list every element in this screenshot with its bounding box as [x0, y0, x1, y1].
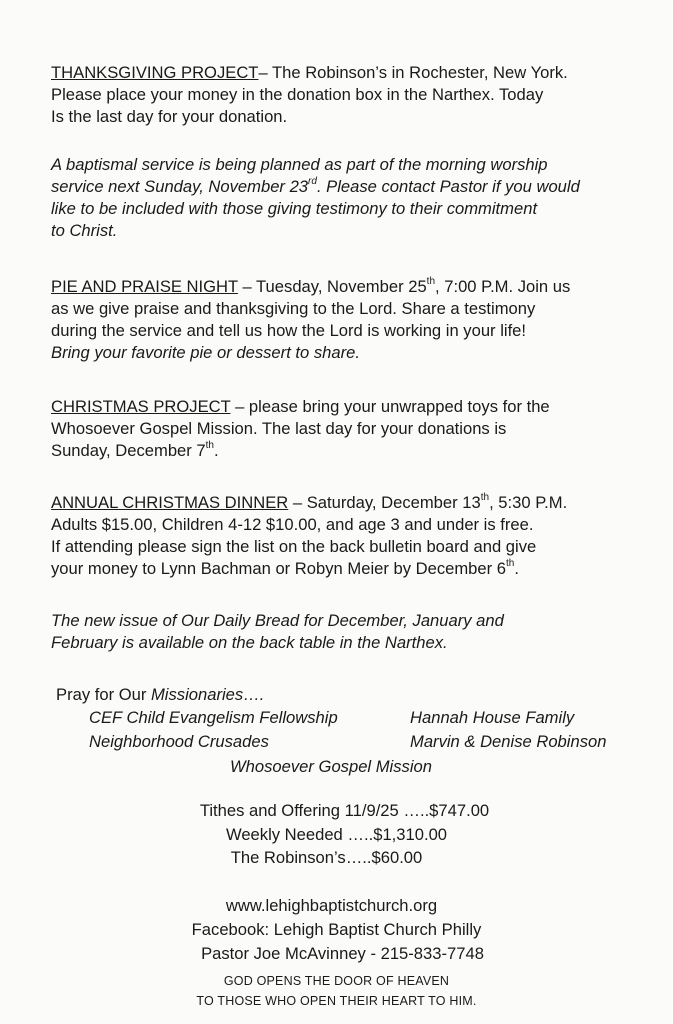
dinner-title: ANNUAL CHRISTMAS DINNER	[51, 493, 289, 512]
missionary-item: Hannah House Family	[410, 708, 575, 727]
closing-line-2: TO THOSE WHO OPEN THEIR HEART TO HIM.	[196, 994, 477, 1008]
missionary-item: Marvin & Denise Robinson	[410, 732, 607, 751]
baptism-notice: A baptismal service is being planned as part of the morning worship service next Sunday, November 23rd. Please contact Pastor if you would like to be included with those giving testimony to their commitment to Christ.	[51, 155, 580, 240]
thanksgiving-title: THANKSGIVING PROJECT	[51, 63, 259, 82]
tithes-offering: Tithes and Offering 11/9/25 …..$747.00	[199, 801, 490, 820]
missionaries-heading: Pray for Our Missionaries….	[56, 685, 265, 704]
closing-line-1: GOD OPENS THE DOOR OF HEAVEN	[223, 974, 450, 988]
missionary-item: Whosoever Gospel Mission	[230, 757, 432, 776]
christmas-project-title: CHRISTMAS PROJECT	[51, 397, 231, 416]
pie-title: PIE AND PRAISE NIGHT	[51, 277, 238, 296]
robinsons-total: The Robinson’s…..$60.00	[230, 848, 423, 867]
daily-bread-notice: The new issue of Our Daily Bread for December, January and February is available on the back table in the Narthex.	[51, 611, 504, 652]
christmas-dinner: ANNUAL CHRISTMAS DINNER – Saturday, December 13th, 5:30 P.M. Adults $15.00, Children 4-12 $10.00, and age 3 and under is free. If attending please sign the list on the back bulletin board and give your money to Lynn Bachman or Robyn Meier by December 6th.	[51, 492, 568, 578]
missionary-item: CEF Child Evangelism Fellowship	[89, 708, 338, 727]
missionary-item: Neighborhood Crusades	[89, 732, 269, 751]
thanksgiving-project: THANKSGIVING PROJECT– The Robinson’s in Rochester, New York. Please place your money in the donation box in the Narthex. Today Is the last day for your donation.	[51, 63, 568, 126]
weekly-needed: Weekly Needed …..$1,310.00	[225, 825, 448, 844]
pie-and-praise-night: PIE AND PRAISE NIGHT – Tuesday, November 25th, 7:00 P.M. Join us as we give praise and thanksgiving to the Lord. Share a testimony during the service and tell us how the Lord is working in your life! Bring your favorite pie or dessert to share.	[51, 276, 571, 362]
website-link[interactable]: www.lehighbaptistchurch.org	[225, 896, 438, 915]
facebook-page: Facebook: Lehigh Baptist Church Philly	[191, 920, 482, 939]
christmas-project: CHRISTMAS PROJECT – please bring your unwrapped toys for the Whosoever Gospel Mission. The last day for your donations is Sunday, December 7th.	[51, 397, 550, 460]
pastor-contact: Pastor Joe McAvinney - 215-833-7748	[201, 944, 484, 963]
